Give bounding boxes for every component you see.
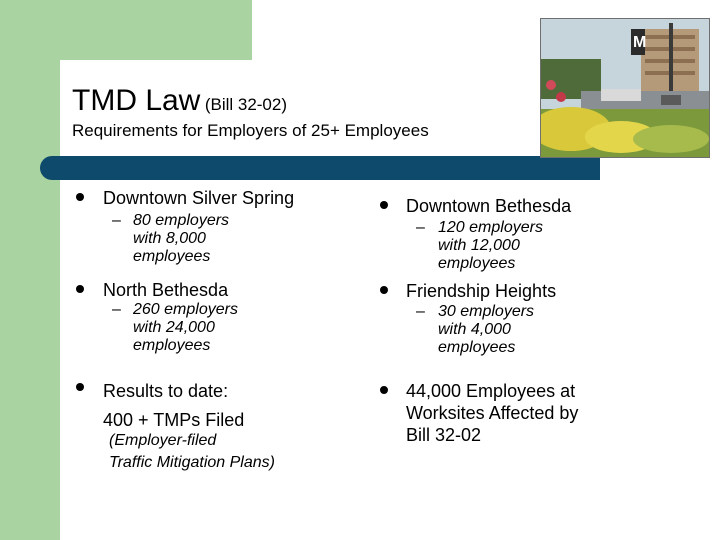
bullet-dot <box>76 193 84 201</box>
bullet-downtown-bethesda: Downtown Bethesda <box>406 196 572 216</box>
bullet-dot <box>380 286 388 294</box>
sub-line: employees <box>438 339 516 356</box>
sub-line: with 24,000 <box>133 319 215 336</box>
sub-line: 30 employers <box>438 303 535 320</box>
bullet-employees-affected <box>406 380 578 446</box>
metro-sign-letter: M <box>633 34 647 51</box>
results-line: 400 + TMPs Filed <box>103 410 245 430</box>
sub-dash: – <box>416 303 425 320</box>
sub-line: employees <box>133 248 211 265</box>
affected-line: 44,000 Employees at <box>406 381 576 401</box>
bullet-friendship-heights: Friendship Heights <box>406 281 557 301</box>
bullet-results <box>103 377 244 435</box>
photo-illustration <box>541 19 709 157</box>
sub-north-bethesda <box>133 301 238 355</box>
bullet-downtown-silver-spring: Downtown Silver Spring <box>103 188 295 208</box>
results-note <box>109 430 275 474</box>
sub-dash: – <box>416 219 425 236</box>
results-line: Results to date: <box>103 381 229 401</box>
title-main: TMD Law <box>72 84 201 117</box>
sub-line: employees <box>438 255 516 272</box>
sub-line: employees <box>133 337 211 354</box>
sub-downtown-bethesda <box>438 219 543 273</box>
bullet-north-bethesda: North Bethesda <box>103 280 229 300</box>
bullet-dot <box>380 201 388 209</box>
sub-friendship-heights <box>438 303 534 357</box>
sub-line: with 4,000 <box>438 321 511 338</box>
affected-line: Bill 32-02 <box>406 425 482 445</box>
sub-line: 120 employers <box>438 219 543 236</box>
bullet-dot <box>76 285 84 293</box>
title-bill: (Bill 32-02) <box>204 95 288 114</box>
decorative-green-top <box>0 0 252 60</box>
slide-subtitle: Requirements for Employers of 25+ Employees <box>72 121 429 140</box>
bullet-dot <box>76 383 84 391</box>
sub-dash: – <box>112 301 121 318</box>
sub-line: with 12,000 <box>438 237 520 254</box>
street-photo <box>540 18 710 158</box>
affected-line: Worksites Affected by <box>406 403 579 423</box>
note-line: Traffic Mitigation Plans) <box>109 454 275 471</box>
bullet-dot <box>380 386 388 394</box>
title-bar <box>58 156 600 180</box>
note-line: (Employer-filed <box>109 432 217 449</box>
sub-line: with 8,000 <box>133 230 206 247</box>
slide-title <box>72 84 287 118</box>
sub-line: 80 employers <box>133 212 230 229</box>
sub-line: 260 employers <box>133 301 238 318</box>
sub-dash: – <box>112 212 121 229</box>
decorative-green-left <box>0 0 60 540</box>
sub-silver-spring <box>133 212 229 266</box>
